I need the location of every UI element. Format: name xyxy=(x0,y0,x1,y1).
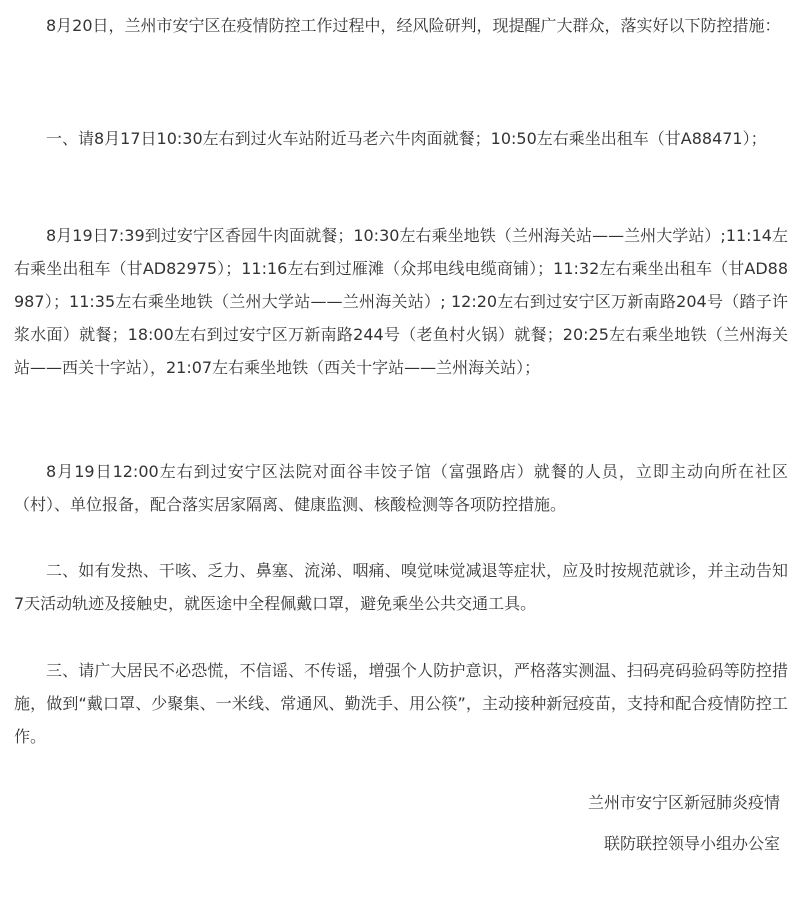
intro-paragraph: 8月20日，兰州市安宁区在疫情防控工作过程中，经风险研判，现提醒广大群众，落实好以下防控措施： xyxy=(46,16,781,35)
item-three-paragraph: 三、请广大居民不必恐慌，不信谣、不传谣，增强个人防护意识，严格落实测温、扫码亮码验码等防控措施，做到“戴口罩、少聚集、一米线、常通风、勤洗手、用公筷”，主动接种新冠疫苗，支持和配合疫情防控工作。 xyxy=(14,661,788,746)
itinerary-paragraph: 8月19日7:39到过安宁区香园牛肉面就餐；10:30左右乘坐地铁（兰州海关站——兰州大学站）;11:14左右乘坐出租车（甘AD82975）；11:16左右到过雁滩（众邦电线电缆商铺）；11:32左右乘坐出租车（甘AD88987）；11:35左右乘坐地铁（兰州大学站——兰州海关站）; 12:20左右到过安宁区万新南路204号（踏子许浆水面）就餐；18:00左右到过安宁区万新南路244号（老鱼村火锅）就餐；20:25左右乘坐地铁（兰州海关站——西关十字站），21:07左右乘坐地铁（西关十字站——兰州海关站）； xyxy=(14,226,788,377)
signature-line-1: 兰州市安宁区新冠肺炎疫情 xyxy=(587,793,780,812)
dumpling-shop-paragraph: 8月19日12:00左右到过安宁区法院对面谷丰饺子馆（富强路店）就餐的人员，立即主动向所在社区（村）、单位报备，配合落实居家隔离、健康监测、核酸检测等各项防控措施。 xyxy=(14,462,788,514)
item-one-paragraph: 一、请8月17日10:30左右到过火车站附近马老六牛肉面就餐；10:50左右乘坐出租车（甘A88471）； xyxy=(46,129,767,148)
signature-line-2: 联防联控领导小组办公室 xyxy=(603,834,780,853)
item-two-paragraph: 二、如有发热、干咳、乏力、鼻塞、流涕、咽痛、嗅觉味觉减退等症状，应及时按规范就诊，并主动告知7天活动轨迹及接触史，就医途中全程佩戴口罩，避免乘坐公共交通工具。 xyxy=(14,561,788,613)
